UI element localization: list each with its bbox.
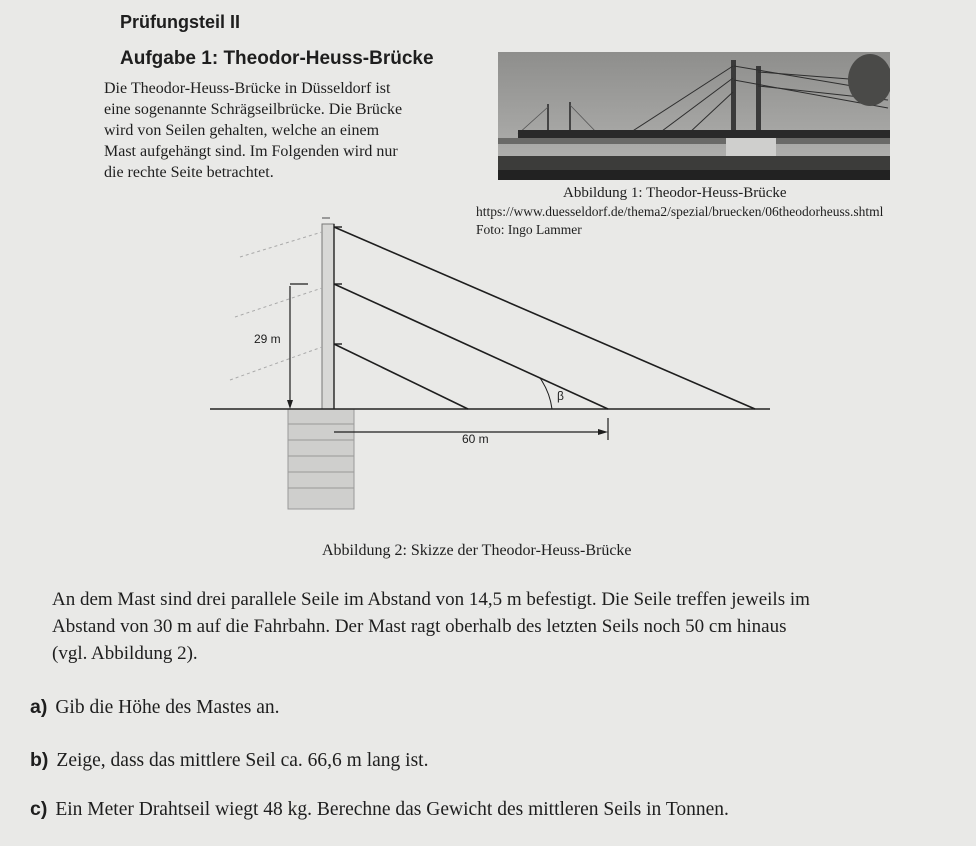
figure1-credit: Foto: Ingo Lammer [476, 222, 582, 237]
bridge-sketch [210, 212, 780, 522]
distance-label: 60 m [462, 432, 489, 446]
question-label: c) [30, 798, 48, 820]
question-a [30, 696, 280, 719]
paragraph-line: (vgl. Abbildung 2). [52, 643, 198, 664]
intro-text [104, 78, 484, 183]
question-b [30, 749, 428, 772]
section-title: Prüfungsteil II [120, 12, 241, 32]
bridge-photo [498, 52, 890, 180]
task-title: Aufgabe 1: Theodor-Heuss-Brücke [120, 48, 434, 69]
question-text: Zeige, dass das mittlere Seil ca. 66,6 m lang ist. [56, 750, 429, 771]
cable-bottom [334, 344, 468, 409]
angle-label: β [557, 389, 564, 403]
figure1-url: https://www.duesseldorf.de/thema2/spezial/bruecken/06theodorheuss.shtml [476, 204, 884, 219]
question-text: Ein Meter Drahtseil wiegt 48 kg. Berechne das Gewicht des mittleren Seils in Tonnen. [55, 799, 729, 820]
question-label: a) [30, 696, 48, 718]
question-label: b) [30, 749, 49, 771]
figure2-caption: Abbildung 2: Skizze der Theodor-Heuss-Brücke [322, 542, 632, 559]
intro-line: wird von Seilen gehalten, welche an einem [104, 122, 380, 139]
intro-line: Die Theodor-Heuss-Brücke in Düsseldorf ist [104, 80, 391, 97]
cable-middle [334, 284, 608, 409]
paragraph-line: An dem Mast sind drei parallele Seile im Abstand von 14,5 m befestigt. Die Seile treffen jeweils im [52, 589, 810, 610]
height-label: 29 m [254, 332, 281, 346]
mast [322, 224, 334, 409]
task-paragraph [52, 586, 952, 667]
intro-line: Mast aufgehängt sind. Im Folgenden wird nur [104, 143, 398, 160]
cable-top [334, 227, 755, 409]
intro-line: die rechte Seite betrachtet. [104, 164, 274, 181]
question-text: Gib die Höhe des Mastes an. [55, 697, 280, 718]
paragraph-line: Abstand von 30 m auf die Fahrbahn. Der Mast ragt oberhalb des letzten Seils noch 50 cm hinaus [52, 616, 787, 637]
figure1-caption: Abbildung 1: Theodor-Heuss-Brücke [563, 185, 787, 201]
question-c [30, 798, 729, 821]
intro-line: eine sogenannte Schrägseilbrücke. Die Brücke [104, 101, 403, 118]
